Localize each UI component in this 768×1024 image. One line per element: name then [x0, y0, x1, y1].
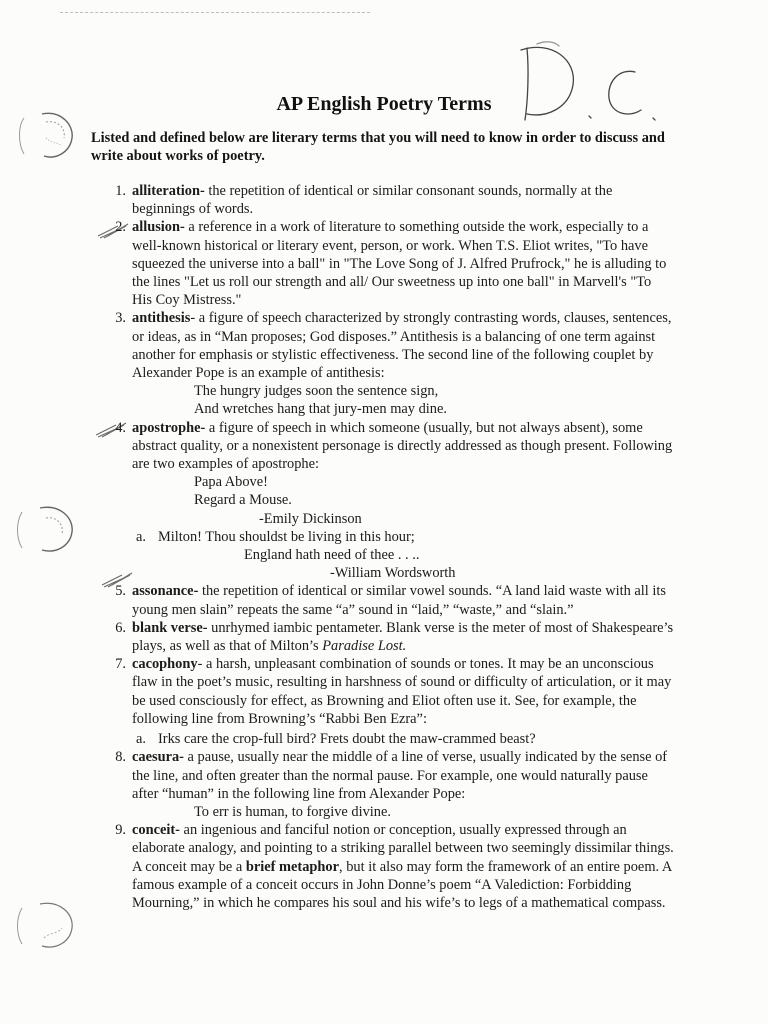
sub-item-line: Milton! Thou shouldst be living in this hour; [158, 528, 415, 545]
term-definition: a pause, usually near the middle of a line of verse, usually indicated by the sense of the line, and often greater than the normal pause. For example, one would naturally pause after “human” in the following line from Alexander Pope: [132, 749, 668, 802]
term-number: 5. [115, 583, 126, 600]
term-item [96, 821, 674, 912]
quote-line: Papa Above! [194, 474, 268, 491]
term-name: cacophony [132, 656, 198, 673]
term-item [96, 619, 674, 655]
term-item [96, 655, 674, 748]
handwritten-initials-text: D. C. [507, 30, 510, 31]
quote-line: Regard a Mouse. [194, 492, 292, 509]
term-definition: - a harsh, unpleasant combination of sounds or tones. It may be an unconscious flaw in the poet’s music, resulting in harshness of sound or difficulty of articulation, or it may be used consciously for effect, as Browning and Eliot often use it. See, for example, the following line from Browning’s “Rabbi Ben Ezra”: [132, 656, 672, 727]
intro-paragraph: Listed and defined below are literary terms that you will need to know in order to discuss and write about works of poetry. [91, 130, 665, 164]
term-item [96, 748, 674, 821]
term-name: alliteration- [132, 183, 205, 199]
term-definition: a reference in a work of literature to something outside the work, especially to a well-known historical or literary event, person, or work. When T.S. Eliot writes, "To have squeezed the universe into a ball" in "The Love Song of J. Alfred Prufrock," he is alluding to the lines "Let us roll our strength and all/ Our sweetness up into one ball" in Marvell's "To His Coy Mistress." [132, 219, 667, 309]
term-number: 2. [115, 219, 126, 236]
quote-attribution: -Emily Dickinson [259, 510, 362, 527]
scan-artifact-line [60, 12, 370, 13]
quote-line: To err is human, to forgive divine. [194, 803, 391, 820]
term-name: allusion- [132, 219, 185, 236]
term-definition: an ingenious and fanciful notion or conception, usually expressed through an elaborate analogy, and pointing to a striking parallel between two seemingly dissimilar things. A conceit may be a [132, 822, 674, 875]
sub-item-letter: a. [136, 528, 146, 545]
term-number: 9. [115, 822, 126, 839]
term-definition: - a figure of speech characterized by strongly contrasting words, clauses, sentences, or ideas, as in “Man proposes; God disposes.” Antithesis is a balancing of one term against another for emphasis or stylistic effectiveness. The second line of the following couplet by Alexander Pope is an example of antithesis: [132, 310, 672, 382]
sub-item-line: Irks care the crop-full bird? Frets doubt the maw-crammed beast? [158, 731, 536, 748]
terms-list [96, 182, 674, 912]
term-number: 4. [115, 419, 126, 436]
term-name: caesura- [132, 749, 184, 766]
quote-attribution: -William Wordsworth [330, 565, 456, 582]
term-number: 6. [115, 619, 126, 636]
term-definition-bold: brief metaphor [245, 858, 340, 875]
term-definition: the repetition of identical or similar consonant sounds, normally at the beginnings of words. [132, 183, 613, 218]
term-number: 1. [115, 183, 126, 199]
term-item [96, 309, 674, 418]
quote-line: And wretches hang that jury-men may dine. [194, 401, 447, 418]
sub-item-continuation: England hath need of thee . . .. [244, 547, 420, 564]
sub-item [136, 528, 674, 583]
sub-item-letter: a. [136, 731, 146, 748]
term-definition: the repetition of identical or similar vowel sounds. “A land laid waste with all its young men slain” repeats the same “a” sound in “laid,” “waste,” and “slain.” [132, 583, 666, 618]
sub-item [136, 730, 674, 748]
term-definition-italic: Paradise Lost. [322, 638, 407, 655]
term-definition: a figure of speech in which someone (usually, but not always absent), some abstract quality, or a nonexistent personage is directly addressed as though present. Following are two examples of apostrophe: [132, 419, 673, 473]
hole-punch-mark [16, 502, 78, 558]
term-definition: unrhymed iambic pentameter. Blank verse is the meter of most of Shakespeare’s plays, as well as that of Milton’s [132, 619, 674, 655]
term-name: assonance- [132, 583, 199, 600]
term-name: apostrophe- [132, 419, 206, 436]
term-item [96, 582, 674, 618]
quote-line: The hungry judges soon the sentence sign, [194, 383, 439, 400]
term-name: conceit- [132, 822, 180, 839]
term-item [96, 218, 674, 309]
hole-punch-mark [16, 898, 78, 954]
term-number: 8. [115, 749, 126, 766]
term-item [96, 419, 674, 583]
term-number: 7. [115, 656, 126, 673]
page-title: AP English Poetry Terms [276, 93, 492, 115]
term-definition-end: , but it also may form the framework of an entire poem. A famous example of a conceit occurs in John Donne’s poem “A Valediction: Forbidding Mourning,” in which he compares his soul and his wife’s to legs of a mathematical compass. [132, 858, 672, 911]
term-number: 3. [115, 310, 126, 327]
term-item [96, 182, 674, 218]
hole-punch-mark [16, 108, 78, 164]
term-name: antithesis [132, 310, 191, 327]
term-name: blank verse- [132, 619, 208, 636]
